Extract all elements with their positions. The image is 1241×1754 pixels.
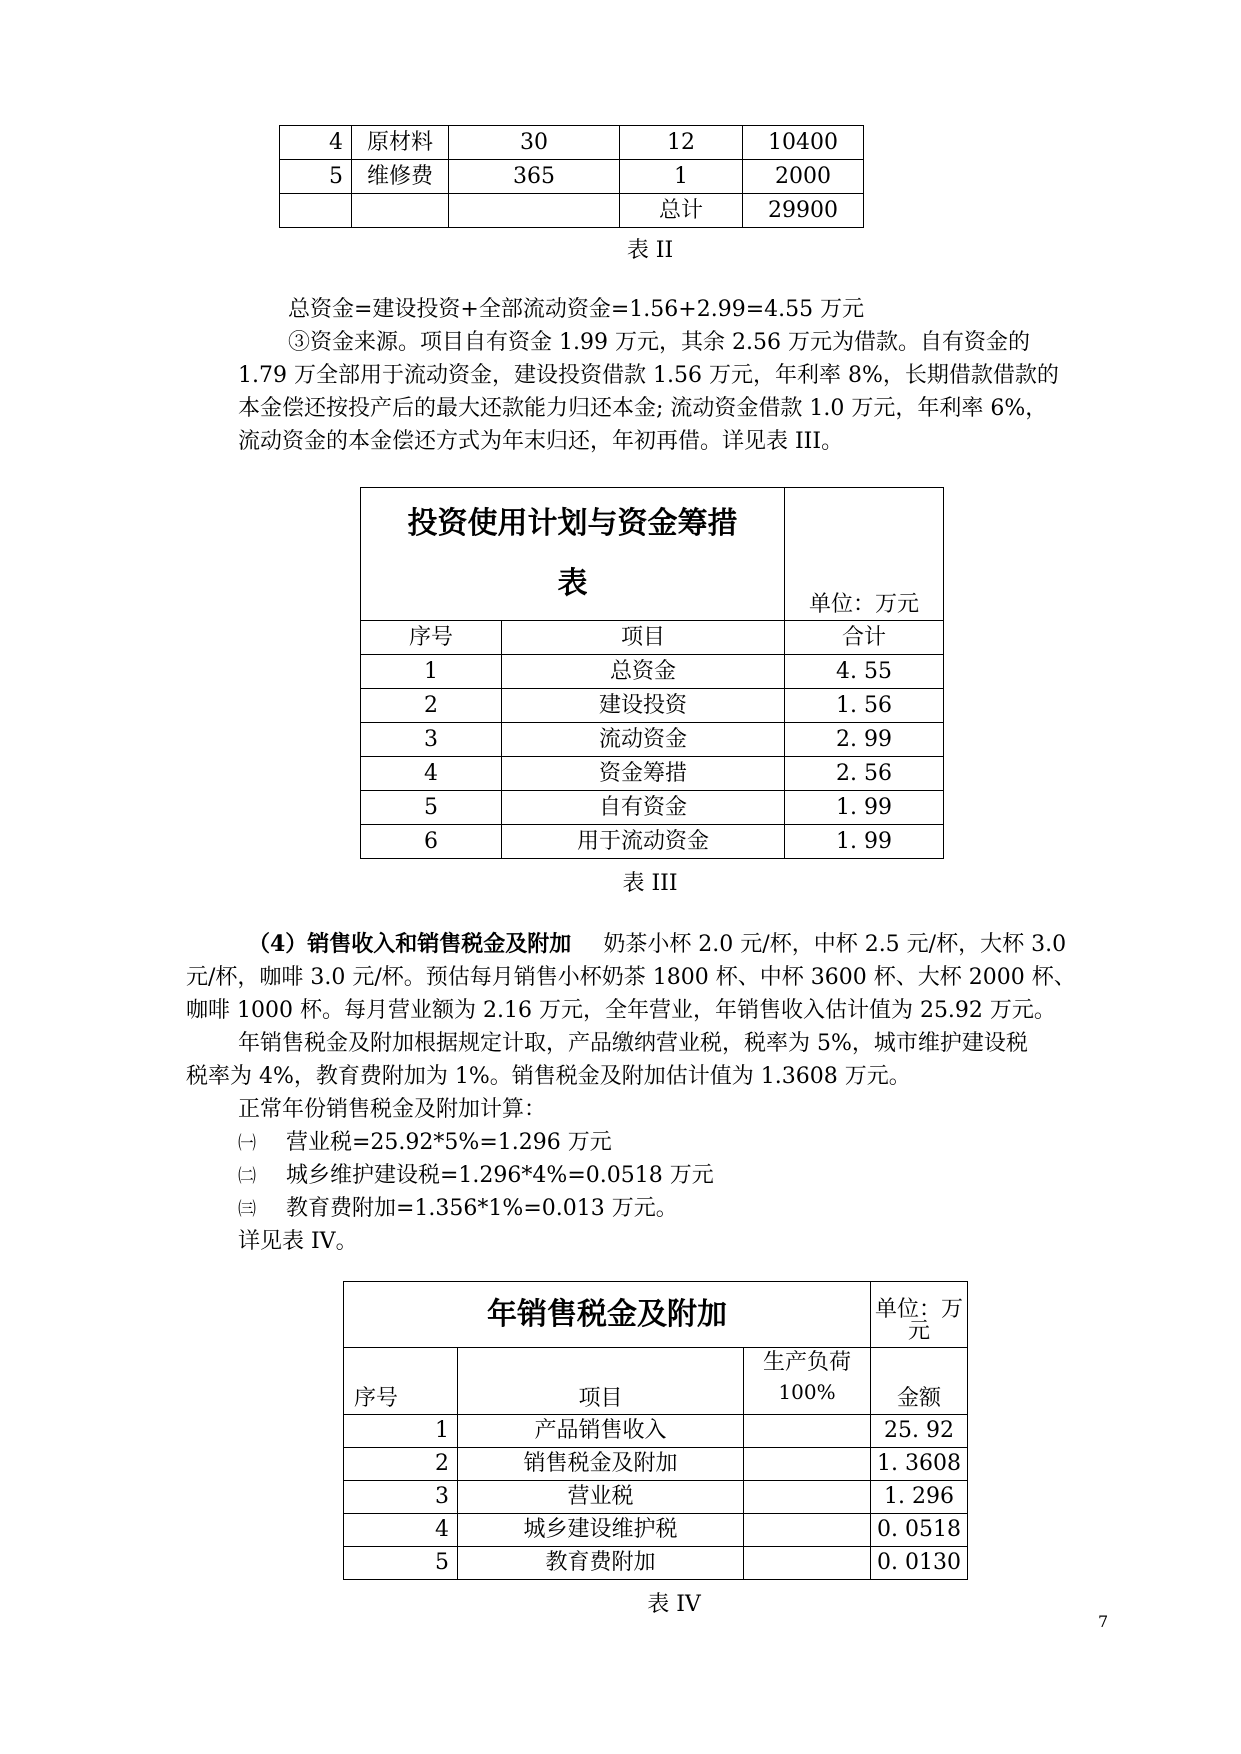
table-row	[344, 1448, 968, 1481]
list-item	[238, 1192, 678, 1226]
table-title-row	[361, 488, 944, 621]
row-amount: 25. 92	[871, 1415, 968, 1448]
row-value: 365	[449, 160, 620, 194]
paragraph-line: ③资金来源。项目自有资金 1.99 万元，其余 2.56 万元为借款。自有资金的	[288, 330, 1030, 355]
table-header-row	[344, 1348, 968, 1415]
row-item: 总资金	[502, 655, 785, 689]
header-load: 生产负荷 100%	[744, 1348, 871, 1415]
row-no: 5	[361, 791, 502, 825]
table-row	[361, 723, 944, 757]
paragraph-line: 元/杯，咖啡 3.0 元/杯。预估每月销售小杯奶茶 1800 杯、中杯 3600 杯、大杯 2000 杯、	[186, 965, 1076, 990]
row-load	[744, 1514, 871, 1547]
row-load	[744, 1547, 871, 1580]
row-no: 1	[344, 1415, 458, 1448]
row-amount: 1. 3608	[871, 1448, 968, 1481]
row-item	[352, 194, 449, 228]
header-no: 序号	[344, 1348, 458, 1415]
row-amount: 0. 0130	[871, 1547, 968, 1580]
table-4-title: 年销售税金及附加	[344, 1282, 871, 1348]
page-number: 7	[1098, 1612, 1109, 1631]
paragraph-line: 流动资金的本金偿还方式为年末归还，年初再借。详见表 III。	[238, 429, 844, 454]
table-4	[343, 1281, 968, 1580]
table-row	[344, 1514, 968, 1547]
row-item: 城乡建设维护税	[458, 1514, 744, 1547]
row-total: 2. 99	[785, 723, 944, 757]
list-marker: ㈡	[238, 1166, 256, 1187]
table-row	[280, 194, 864, 228]
row-load	[744, 1448, 871, 1481]
table-row	[280, 160, 864, 194]
row-item: 自有资金	[502, 791, 785, 825]
row-item: 销售税金及附加	[458, 1448, 744, 1481]
paragraph-line: 正常年份销售税金及附加计算：	[238, 1097, 547, 1122]
table-3-title: 投资使用计划与资金筹措 表	[361, 488, 785, 621]
table-2	[279, 125, 864, 228]
table-row	[361, 655, 944, 689]
list-marker: ㈢	[238, 1199, 256, 1220]
row-total: 4. 55	[785, 655, 944, 689]
table-3-caption: 表 III	[622, 871, 678, 896]
table-row	[344, 1547, 968, 1580]
row-no: 3	[344, 1481, 458, 1514]
table-4-unit: 单位：万元	[871, 1282, 968, 1348]
row-no: 1	[361, 655, 502, 689]
row-total: 1. 99	[785, 825, 944, 859]
header-no: 序号	[361, 621, 502, 655]
row-item: 营业税	[458, 1481, 744, 1514]
row-load	[744, 1415, 871, 1448]
row-no: 6	[361, 825, 502, 859]
table-header-row	[361, 621, 944, 655]
table-row	[361, 825, 944, 859]
row-total: 1. 56	[785, 689, 944, 723]
row-amount: 0. 0518	[871, 1514, 968, 1547]
row-item: 原材料	[352, 126, 449, 160]
row-no: 4	[280, 126, 352, 160]
paragraph-text: 奶茶小杯 2.0 元/杯，中杯 2.5 元/杯，大杯 3.0	[603, 932, 1067, 957]
row-no: 3	[361, 723, 502, 757]
table-row	[344, 1415, 968, 1448]
paragraph-line: 1.79 万全部用于流动资金，建设投资借款 1.56 万元，年利率 8%，长期借款借款的	[238, 363, 1059, 388]
list-marker: ㈠	[238, 1133, 256, 1154]
paragraph-line: 总资金=建设投资+全部流动资金=1.56+2.99=4.55 万元	[288, 297, 865, 322]
row-no: 2	[361, 689, 502, 723]
row-no: 4	[344, 1514, 458, 1547]
table-row	[361, 757, 944, 791]
section-heading: （4）销售收入和销售税金及附加	[248, 931, 572, 957]
row-no: 4	[361, 757, 502, 791]
total-label: 总计	[620, 194, 743, 228]
row-no	[280, 194, 352, 228]
header-total: 合计	[785, 621, 944, 655]
row-item: 教育费附加	[458, 1547, 744, 1580]
row-no: 2	[344, 1448, 458, 1481]
row-amount: 1. 296	[871, 1481, 968, 1514]
table-title-row	[344, 1282, 968, 1348]
table-3-unit: 单位：万元	[785, 488, 944, 621]
row-item: 建设投资	[502, 689, 785, 723]
row-item: 产品销售收入	[458, 1415, 744, 1448]
paragraph-line: 咖啡 1000 杯。每月营业额为 2.16 万元，全年营业，年销售收入估计值为 25.92 万元。	[186, 998, 1056, 1023]
row-value: 30	[449, 126, 620, 160]
row-total: 1. 99	[785, 791, 944, 825]
row-no: 5	[344, 1547, 458, 1580]
header-item: 项目	[502, 621, 785, 655]
row-total: 2. 56	[785, 757, 944, 791]
row-value: 12	[620, 126, 743, 160]
list-item	[238, 1126, 612, 1160]
row-load	[744, 1481, 871, 1514]
list-text: 教育费附加=1.356*1%=0.013 万元。	[286, 1196, 678, 1221]
list-text: 营业税=25.92*5%=1.296 万元	[286, 1130, 612, 1155]
paragraph-line: 税率为 4%，教育费附加为 1%。销售税金及附加估计值为 1.3608 万元。	[186, 1064, 911, 1089]
row-item: 资金筹措	[502, 757, 785, 791]
table-2-caption: 表 II	[626, 238, 674, 263]
row-item: 用于流动资金	[502, 825, 785, 859]
table-row	[280, 126, 864, 160]
table-row	[361, 791, 944, 825]
row-amount: 2000	[743, 160, 864, 194]
table-4-caption: 表 IV	[647, 1592, 701, 1617]
row-value	[449, 194, 620, 228]
row-item: 流动资金	[502, 723, 785, 757]
header-item: 项目	[458, 1348, 744, 1415]
paragraph-line: 年销售税金及附加根据规定计取，产品缴纳营业税，税率为 5%，城市维护建设税	[238, 1031, 1028, 1056]
list-text: 城乡维护建设税=1.296*4%=0.0518 万元	[286, 1163, 714, 1188]
row-value: 1	[620, 160, 743, 194]
paragraph-line	[248, 928, 1066, 961]
header-amount: 金额	[871, 1348, 968, 1415]
row-no: 5	[280, 160, 352, 194]
row-item: 维修费	[352, 160, 449, 194]
total-amount: 29900	[743, 194, 864, 228]
paragraph-line: 本金偿还按投产后的最大还款能力归还本金; 流动资金借款 1.0 万元，年利率 6%，	[238, 396, 1048, 421]
table-row	[344, 1481, 968, 1514]
table-row	[361, 689, 944, 723]
table-3	[360, 487, 944, 859]
row-amount: 10400	[743, 126, 864, 160]
list-item	[238, 1159, 714, 1193]
paragraph-line: 详见表 IV。	[238, 1229, 358, 1254]
